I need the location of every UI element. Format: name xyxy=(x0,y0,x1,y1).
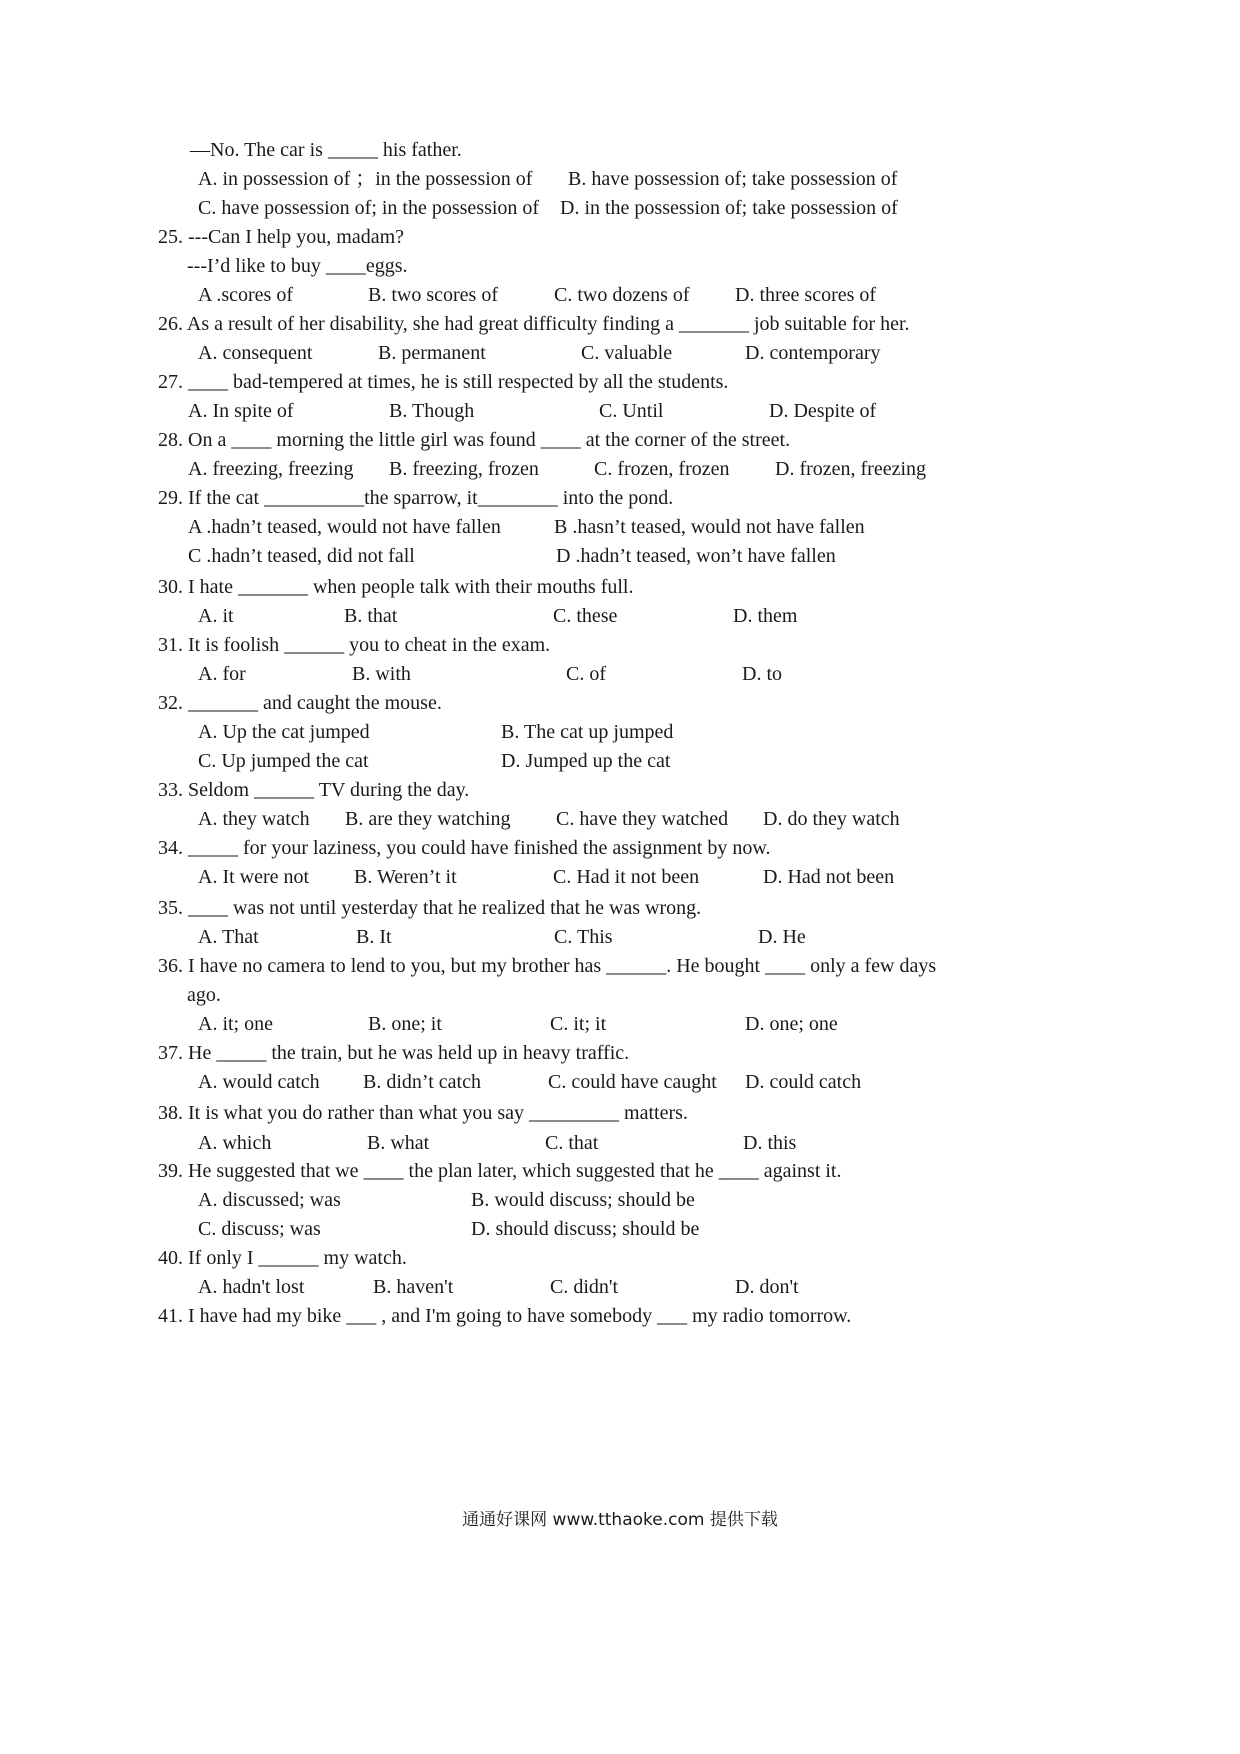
stem-text-2: ---I’d like to buy ____eggs. xyxy=(187,255,408,277)
option-b: B. have possession of; take possession of xyxy=(568,168,898,190)
option-d: D. should discuss; should be xyxy=(471,1218,700,1240)
option-b: B. permanent xyxy=(378,342,486,364)
option-a: A. which xyxy=(198,1132,272,1154)
stem-text: 41. I have had my bike ___ , and I'm going to have somebody ___ my radio tomorrow. xyxy=(158,1305,852,1327)
option-b: B. didn’t catch xyxy=(363,1071,481,1093)
option-a: A .hadn’t teased, would not have fallen xyxy=(188,516,501,538)
page-footer: 通通好课网 www.tthaoke.com 提供下载 xyxy=(462,1510,778,1530)
option-d: D. one; one xyxy=(745,1013,838,1035)
option-d: D. don't xyxy=(735,1276,799,1298)
stem-text: 38. It is what you do rather than what you say _________ matters. xyxy=(158,1102,688,1124)
option-c: C. frozen, frozen xyxy=(594,458,730,480)
option-d: D. Jumped up the cat xyxy=(501,750,671,772)
stem-text: 33. Seldom ______ TV during the day. xyxy=(158,779,470,801)
stem-text: 37. He _____ the train, but he was held up in heavy traffic. xyxy=(158,1042,630,1064)
option-b: B. The cat up jumped xyxy=(501,721,674,743)
option-d: D. in the possession of; take possession of xyxy=(560,197,898,219)
stem-text: 30. I hate _______ when people talk with their mouths full. xyxy=(158,576,634,598)
option-b: B. what xyxy=(367,1132,430,1154)
option-a: A. for xyxy=(198,663,246,685)
option-c: C. valuable xyxy=(581,342,673,364)
option-c: C. didn't xyxy=(550,1276,619,1298)
option-b: B. that xyxy=(344,605,398,627)
option-b: B. two scores of xyxy=(368,284,498,306)
stem-text: —No. The car is _____ his father. xyxy=(190,139,462,161)
option-d: D .hadn’t teased, won’t have fallen xyxy=(556,545,836,567)
stem-text: 26. As a result of her disability, she had great difficulty finding a _______ job suitable for her. xyxy=(158,313,910,335)
option-a: A. It were not xyxy=(198,866,310,888)
option-a: A. it; one xyxy=(198,1013,273,1035)
stem-text: 34. _____ for your laziness, you could have finished the assignment by now. xyxy=(158,837,771,859)
option-b: B. haven't xyxy=(373,1276,454,1298)
option-c: C. discuss; was xyxy=(198,1218,321,1240)
option-c: C. Had it not been xyxy=(553,866,700,888)
option-a: A. That xyxy=(198,926,259,948)
stem-text: 31. It is foolish ______ you to cheat in the exam. xyxy=(158,634,551,656)
option-d: D. contemporary xyxy=(745,342,881,364)
option-b: B .hasn’t teased, would not have fallen xyxy=(554,516,865,538)
option-c: C. have possession of; in the possession of xyxy=(198,197,540,219)
stem-text-2: ago. xyxy=(187,984,221,1006)
option-b: B. are they watching xyxy=(345,808,511,830)
option-c: C. that xyxy=(545,1132,599,1154)
option-a: A. Up the cat jumped xyxy=(198,721,370,743)
option-a: A. they watch xyxy=(198,808,310,830)
stem-text: 29. If the cat __________the sparrow, it________ into the pond. xyxy=(158,487,674,509)
stem-text: 35. ____ was not until yesterday that he realized that he was wrong. xyxy=(158,897,702,919)
option-c: C. two dozens of xyxy=(554,284,690,306)
option-d: D. frozen, freezing xyxy=(775,458,927,480)
option-d: D. three scores of xyxy=(735,284,877,306)
option-d: D. this xyxy=(743,1132,797,1154)
option-c: C. these xyxy=(553,605,618,627)
stem-text: 28. On a ____ morning the little girl was found ____ at the corner of the street. xyxy=(158,429,791,451)
option-a: A. it xyxy=(198,605,234,627)
option-b: B. freezing, frozen xyxy=(389,458,539,480)
option-d: D. to xyxy=(742,663,782,685)
option-c: C. it; it xyxy=(550,1013,607,1035)
option-c: C. of xyxy=(566,663,606,685)
option-c: C. have they watched xyxy=(556,808,729,830)
option-b: B. would discuss; should be xyxy=(471,1189,695,1211)
option-a: A. discussed; was xyxy=(198,1189,341,1211)
stem-text: 36. I have no camera to lend to you, but my brother has ______. He bought ____ only a few days xyxy=(158,955,937,977)
option-a: A. hadn't lost xyxy=(198,1276,305,1298)
option-a: A. freezing, freezing xyxy=(188,458,354,480)
option-a: A. In spite of xyxy=(188,400,294,422)
stem-text: 25. ---Can I help you, madam? xyxy=(158,226,405,248)
option-d: D. do they watch xyxy=(763,808,900,830)
option-b: B. with xyxy=(352,663,411,685)
option-a: A .scores of xyxy=(198,284,293,306)
option-a: A. would catch xyxy=(198,1071,320,1093)
option-c: C. Up jumped the cat xyxy=(198,750,369,772)
option-b: B. one; it xyxy=(368,1013,442,1035)
stem-text: 39. He suggested that we ____ the plan later, which suggested that he ____ against it. xyxy=(158,1160,842,1182)
option-d: D. them xyxy=(733,605,798,627)
stem-text: 32. _______ and caught the mouse. xyxy=(158,692,442,714)
option-c: C. This xyxy=(554,926,613,948)
stem-text: 27. ____ bad-tempered at times, he is still respected by all the students. xyxy=(158,371,729,393)
option-b: B. Weren’t it xyxy=(354,866,457,888)
option-c: C. could have caught xyxy=(548,1071,717,1093)
option-b: B. It xyxy=(356,926,392,948)
option-d: D. Despite of xyxy=(769,400,877,422)
stem-text: 40. If only I ______ my watch. xyxy=(158,1247,407,1269)
option-d: D. He xyxy=(758,926,806,948)
option-d: D. could catch xyxy=(745,1071,862,1093)
option-a: A. in possession of ；in the possession of xyxy=(198,168,533,190)
option-a: A. consequent xyxy=(198,342,313,364)
option-c: C. Until xyxy=(599,400,664,422)
option-c: C .hadn’t teased, did not fall xyxy=(188,545,415,567)
option-b: B. Though xyxy=(389,400,475,422)
option-d: D. Had not been xyxy=(763,866,895,888)
